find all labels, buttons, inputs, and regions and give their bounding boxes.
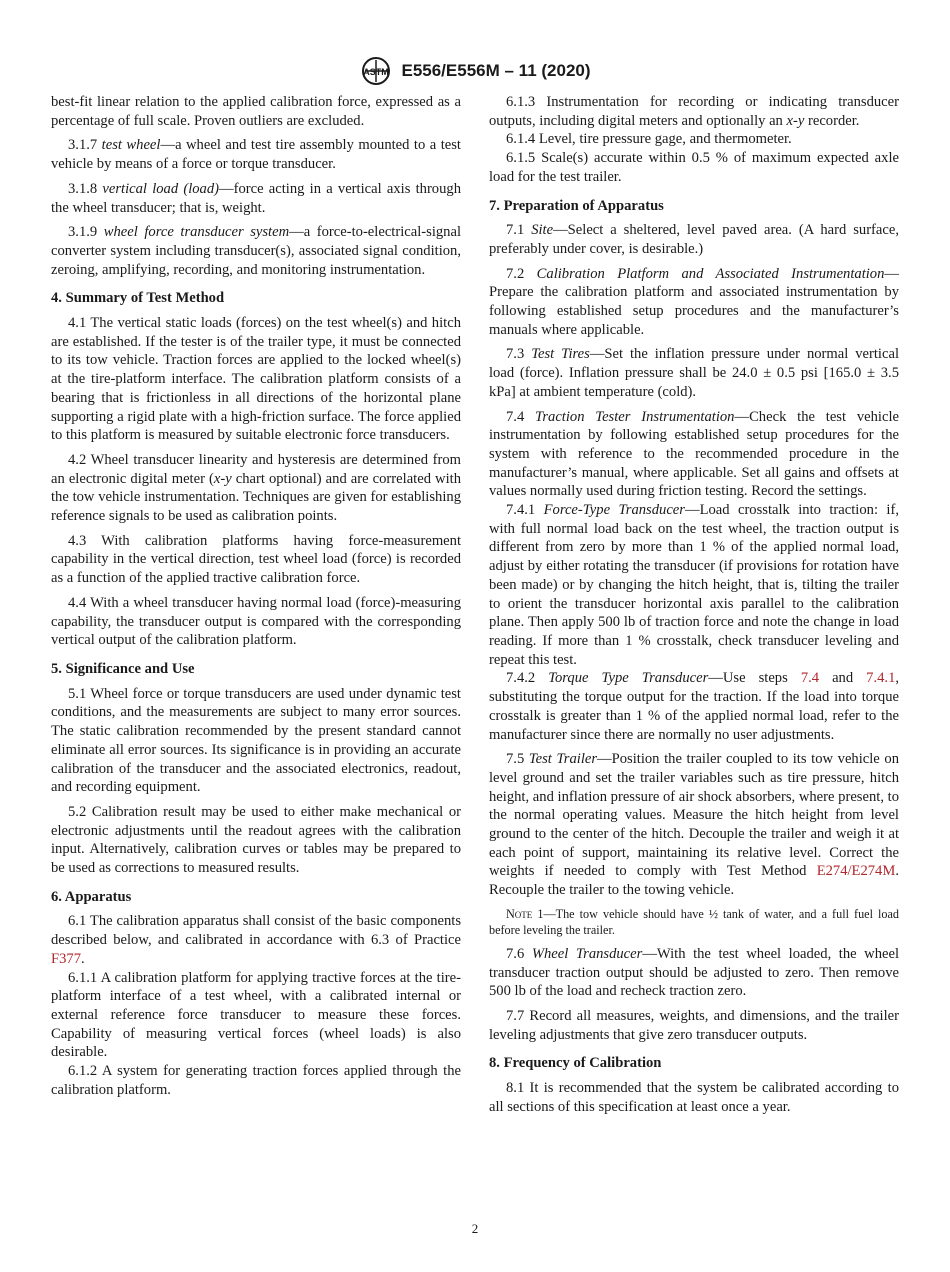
paragraph-7-1: 7.1 Site—Select a sheltered, level paved area. (A hard surface, preferably under cover, is desirable.) xyxy=(489,222,900,257)
link-7-4-1[interactable]: 7.4.1 xyxy=(866,670,896,687)
paragraph-3-1-6-continued: best-fit linear relation to the applied calibration force, expressed as a percentage of full scale. Proven outliers are excluded. xyxy=(51,94,461,129)
paragraph-6-1: 6.1 The calibration apparatus shall consist of the basic components described below, and calibrated in accordance with 6.3 of Practice F377. xyxy=(51,913,461,967)
paragraph-8-1: 8.1 It is recommended that the system be calibrated according to all sections of this specification at least once a year. xyxy=(489,1080,899,1115)
paragraph-4-1: 4.1 The vertical static loads (forces) on the test wheel(s) and hitch are established. If the tester is of the trailer type, it must be connected to its tow vehicle. Traction forces are applied to the locked wheel(s) at the tire-platform interface. The calibration platform consists of a bearing that is frictionless in all directions of the horizontal plane supporting a rigid plate with a high-friction surface. The force applied to this platform is measured by suitable electronic force transducers. xyxy=(51,315,461,444)
section-heading-5: 5. Significance and Use xyxy=(51,660,195,677)
paragraph-4-3: 4.3 With calibration platforms having force-measurement capability in the vertical direction, test wheel load (force) is recorded as a function of the applied tractive calibration force. xyxy=(51,532,461,587)
astm-logo-icon xyxy=(359,56,393,86)
link-f377[interactable]: F377 xyxy=(51,950,82,967)
left-column xyxy=(51,93,461,1099)
document-id: E556/E556M – 11 (2020) xyxy=(401,61,591,80)
paragraph-5-1: 5.1 Wheel force or torque transducers are used under dynamic test conditions, and the measurements are subject to many error sources. The static calibration recommended by the present standard cannot eliminate all error sources. Its significance is in providing an accurate calibration of the transducer and the associated electronics, readout, and recording equipment. xyxy=(51,685,461,796)
paragraph-3-1-8: 3.1.8 vertical load (load)—force acting in a vertical axis through the wheel transducer; that is, weight. xyxy=(51,180,461,216)
paragraph-6-1-1: 6.1.1 A calibration platform for applying tractive forces at the tire-platform interface of a test wheel, with a calibrated internal or external reference force transducer to measure these forces. Capability of measuring vertical forces (wheel loads) is also desirable. xyxy=(51,969,461,1061)
link-e274[interactable]: E274/E274M xyxy=(816,863,896,880)
paragraph-7-4-1: 7.4.1 Force-Type Transducer—Load crosstalk into traction: if, with full normal load back on the test wheel, the traction output is different from zero by more than 1 % of the applied normal load, adjust by either rotating the transducer (if provisions for rotation have been made) or by changing the hitch height, that is, tilting the trailer to orient the transducer horizontal axis parallel to the calibration plane. Then apply 500 lb of traction force and note the change in load reading. If more than 1 % crosstalk, check transducer leveling and repeat this test. xyxy=(489,502,899,668)
link-7-4[interactable]: 7.4 xyxy=(800,670,820,687)
paragraph-7-7: 7.7 Record all measures, weights, and dimensions, and the trailer leveling adjustments that give zero transducer outputs. xyxy=(489,1007,899,1043)
paragraph-3-1-7: 3.1.7 test wheel—a wheel and test tire assembly mounted to a test vehicle by means of a force or torque transducer. xyxy=(51,137,461,173)
right-column xyxy=(489,93,899,1116)
paragraph-6-1-3: 6.1.3 Instrumentation for recording or indicating transducer outputs, including digital meters and optionally an x-y recorder. xyxy=(489,94,899,129)
svg-text:ASTM: ASTM xyxy=(363,67,390,77)
paragraph-4-4: 4.4 With a wheel transducer having normal load (force)-measuring capability, the transducer output is compared with the corresponding vertical output of the calibration platform. xyxy=(51,594,461,649)
paragraph-7-4-2: 7.4.2 Torque Type Transducer—Use steps 7.4 and 7.4.1, substituting the torque output for the traction. If the load into torque crosstalk is greater than 1 % of the applied normal load, refer to the manufacturer since there are normally no user adjustments. xyxy=(489,670,900,743)
paragraph-7-2: 7.2 Calibration Platform and Associated Instrumentation—Prepare the calibration platform and associated instrumentation by following established setup procedures and the manufacturer’s manuals where applicable. xyxy=(489,265,899,338)
paragraph-6-1-5: 6.1.5 Scale(s) accurate within 0.5 % of maximum expected axle load for the test trailer. xyxy=(489,150,899,185)
paragraph-7-4: 7.4 Traction Tester Instrumentation—Check the test vehicle instrumentation by following established setup procedures for the system with reference to the recommended procedure in the manufacturer’s manual, where applicable. Set all gains and offsets at values normally used during friction testing. Record the settings. xyxy=(489,408,899,500)
page-number: 2 xyxy=(471,1221,479,1236)
paragraph-4-2: 4.2 Wheel transducer linearity and hysteresis are determined from an electronic digital meter (x-y chart optional) and are correlated with the tow vehicle instrumentation. Techniques are given for establishing reference signals to be used as calibration points. xyxy=(51,451,461,525)
paragraph-7-6: 7.6 Wheel Transducer—With the test wheel loaded, the wheel transducer traction output should be adjusted to zero. Then remove 500 lb of the load and recheck traction zero. xyxy=(489,945,899,1000)
section-heading-8: 8. Frequency of Calibration xyxy=(489,1055,662,1072)
section-heading-4: 4. Summary of Test Method xyxy=(51,290,225,307)
note-1: Note 1—The tow vehicle should have ½ tank of water, and a full fuel load before leveling the trailer. xyxy=(489,906,899,938)
page-header xyxy=(0,56,950,86)
section-heading-7: 7. Preparation of Apparatus xyxy=(489,197,664,214)
section-heading-6: 6. Apparatus xyxy=(51,888,132,905)
paragraph-7-3: 7.3 Test Tires—Set the inflation pressure under normal vertical load (force). Inflation pressure shall be 24.0 ± 0.5 psi [165.0 ± 3.5 kPa] at ambient temperature (cold). xyxy=(489,346,899,400)
paragraph-3-1-9: 3.1.9 wheel force transducer system—a force-to-electrical-signal converter system including transducer(s), associated signal condition, zeroing, amplifying, recording, and monitoring instrumentation. xyxy=(51,224,461,278)
paragraph-7-5: 7.5 Test Trailer—Position the trailer coupled to its tow vehicle on level ground and set the trailer variables such as tire pressure, hitch height, and inflation pressure of air shock absorbers, where present, to the normal operating values. Measure the hitch height from level ground to the center of the hitch. Decouple the trailer and weigh it at each point of support, maintaining its relative level. Correct the weights if needed to comply with Test Method E274/E274M. Recouple the trailer to the towing vehicle. xyxy=(489,751,899,899)
paragraph-6-1-4: 6.1.4 Level, tire pressure gage, and thermometer. xyxy=(506,131,792,148)
paragraph-6-1-2: 6.1.2 A system for generating traction forces applied through the calibration platform. xyxy=(51,1063,461,1098)
paragraph-5-2: 5.2 Calibration result may be used to either make mechanical or electronic adjustments until the readout agrees with the calibration input. Alternatively, calibration curves or tables may be prepared to be used as corrections to measured results. xyxy=(51,803,461,877)
